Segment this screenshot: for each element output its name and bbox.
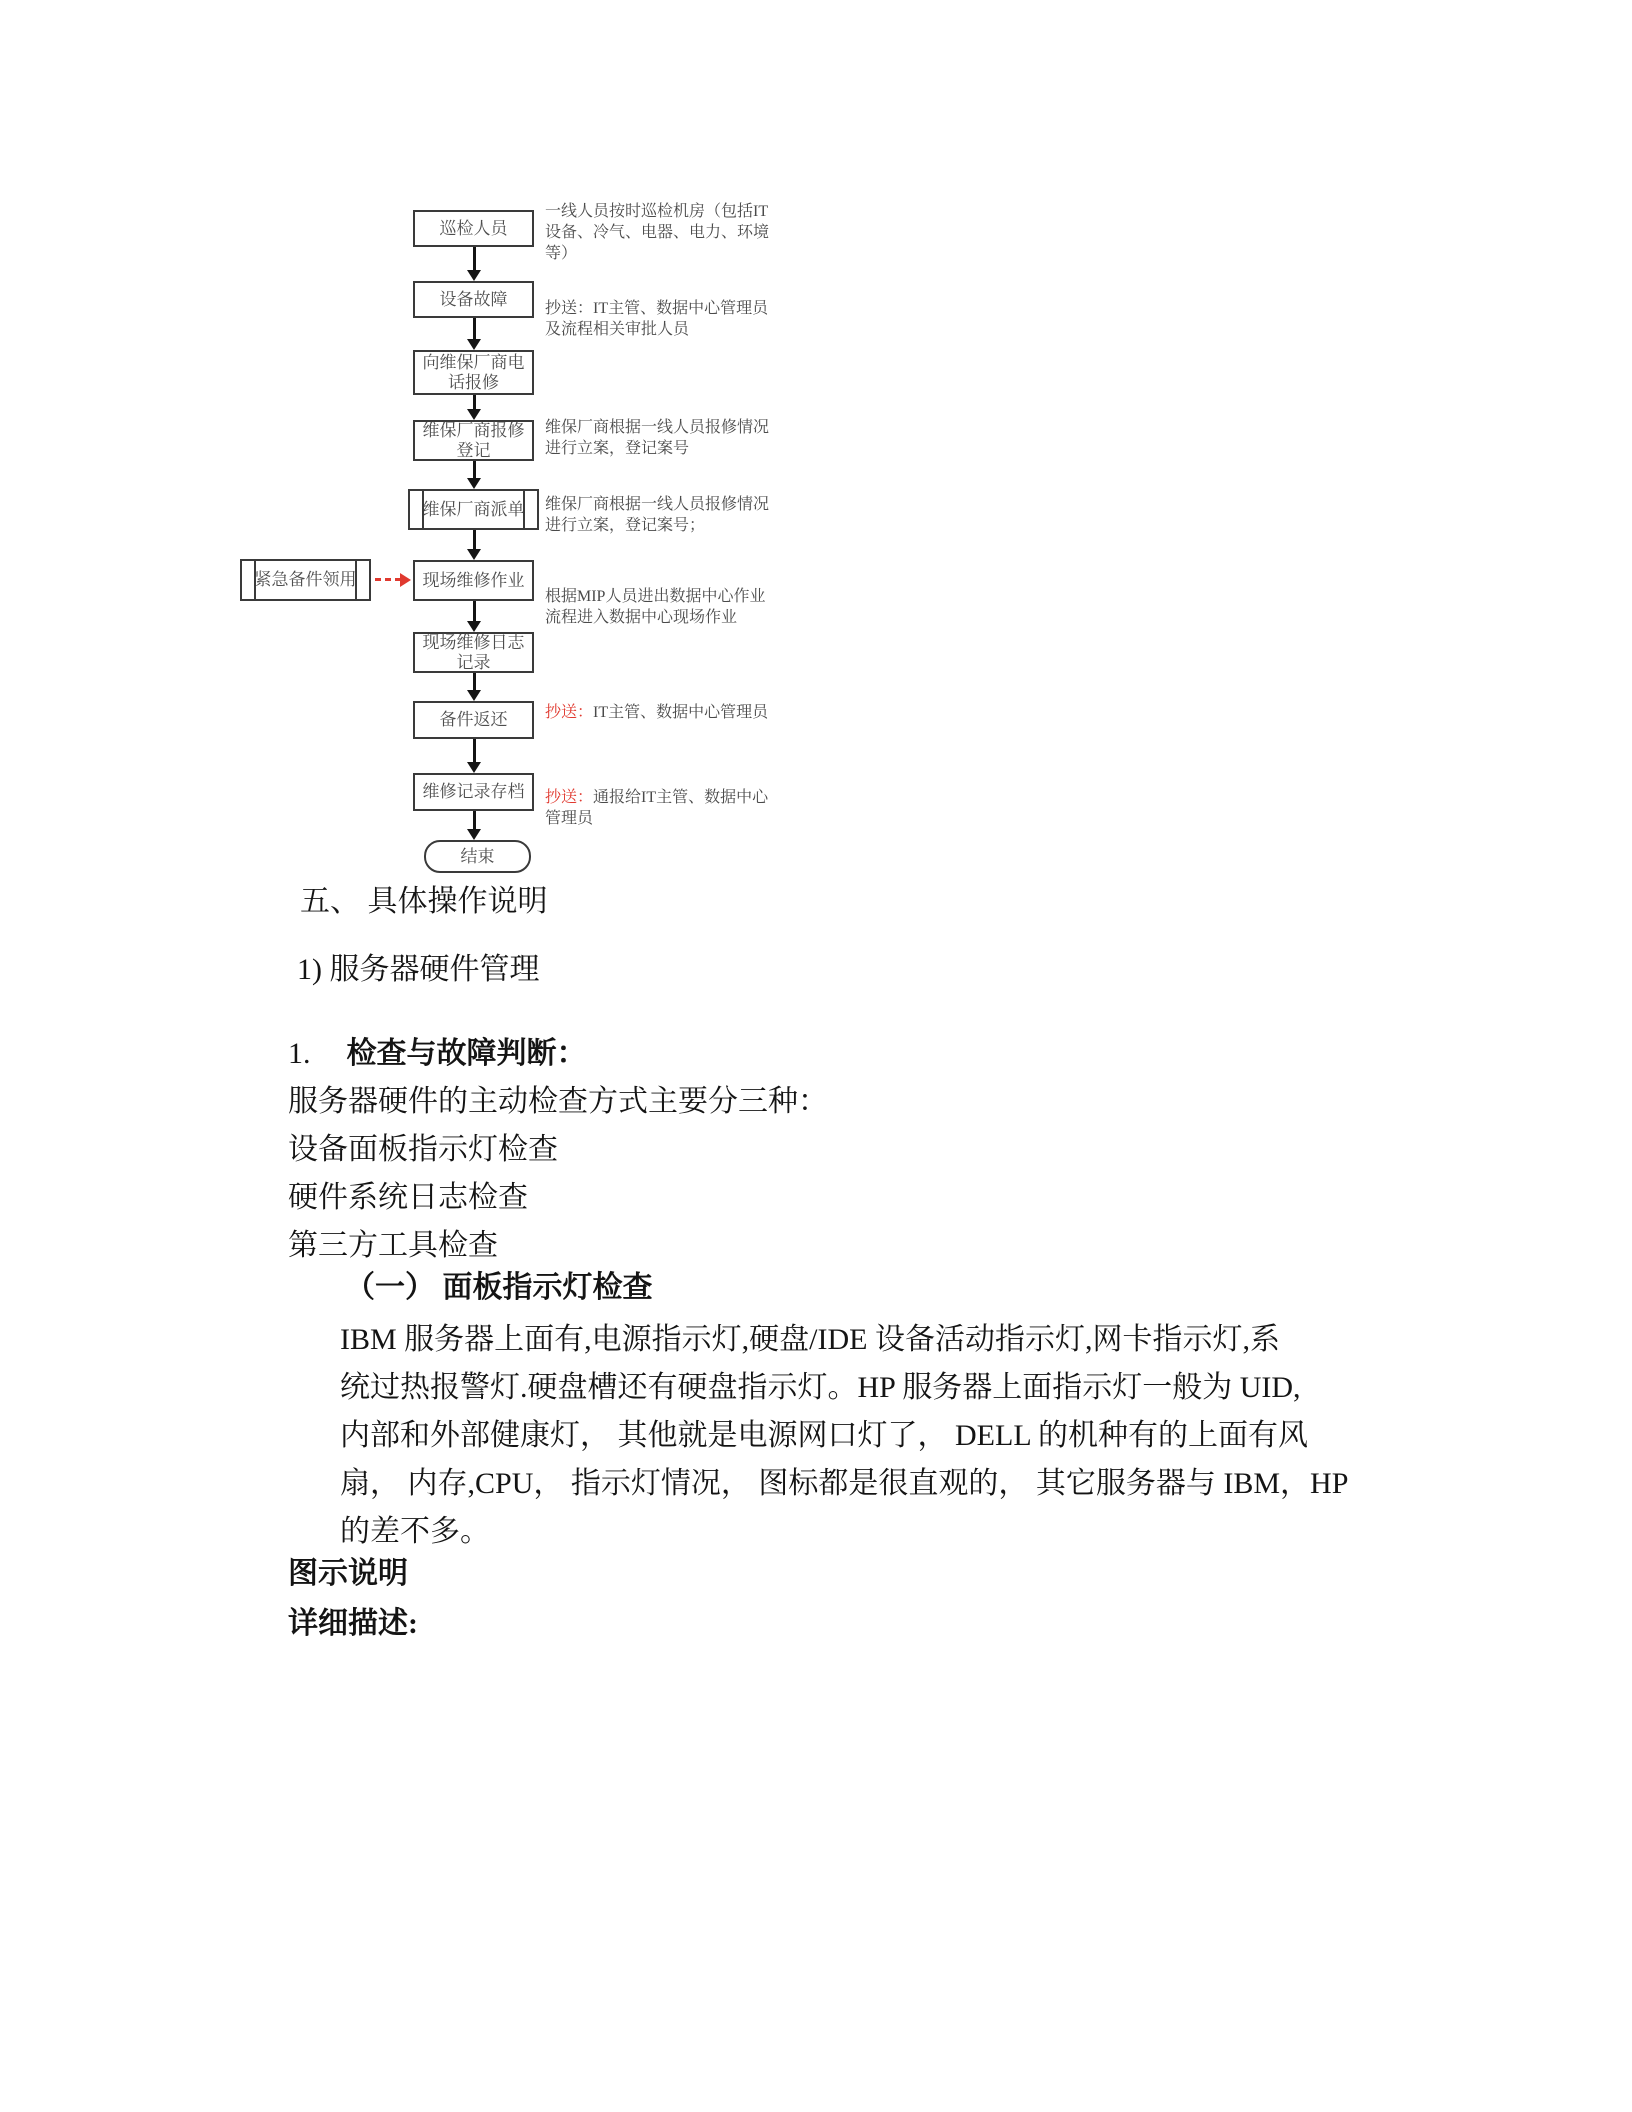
item-title: 检查与故障判断： [346, 1037, 587, 1070]
flow-node-end [424, 840, 531, 873]
section-heading: 五、 具体操作说明 [300, 885, 548, 918]
annotation-text: 根据MIP人员进出数据中心作业流程进入数据中心现场作业 [545, 588, 766, 626]
annotation-text: 通报给IT主管、数据中心管理员 [545, 789, 769, 827]
flow-node-label: 维修记录存档 [422, 782, 525, 801]
flow-node-label: 设备故障 [439, 289, 508, 309]
flow-node-label: 现场维修作业 [422, 570, 525, 590]
flow-annotation-case-register [545, 417, 777, 459]
annotation-text: 维保厂商根据一线人员报修情况进行立案，登记案号； [545, 496, 770, 534]
check-method-item: 设备面板指示灯检查 [288, 1133, 558, 1166]
flow-annotation-cc-approvers [545, 298, 777, 340]
arrow-down-icon [467, 690, 481, 701]
flow-annotation-inspection [545, 201, 777, 264]
arrow-down-icon [467, 409, 481, 420]
arrow-down-icon [467, 339, 481, 350]
arrow-down-icon [467, 549, 481, 560]
flow-node-label: 紧急备件领用 [254, 570, 357, 589]
flow-node-label: 维保厂商报修登记 [422, 420, 525, 460]
flow-connector-line [473, 247, 476, 271]
subsection-heading: 1) 服务器硬件管理 [297, 953, 540, 986]
check-method-item: 硬件系统日志检查 [288, 1181, 528, 1214]
paragraph-line: 内部和外部健康灯， 其他就是电源网口灯了， DELL 的机种有的上面有风 [340, 1419, 1309, 1452]
flow-node-label: 结束 [460, 846, 495, 866]
flow-node-label: 巡检人员 [439, 218, 508, 238]
flow-node-equipment-failure [413, 281, 534, 318]
flow-node-record-archive [413, 773, 534, 811]
arrow-down-icon [467, 829, 481, 840]
paragraph-line: IBM 服务器上面有,电源指示灯,硬盘/IDE 设备活动指示灯,网卡指示灯,系 [340, 1323, 1280, 1356]
predefined-process-bars [422, 490, 525, 529]
flow-node-spare-return [413, 701, 534, 739]
paragraph-line: 的差不多。 [340, 1515, 490, 1548]
arrow-down-icon [467, 621, 481, 632]
flow-node-label: 备件返还 [439, 710, 508, 729]
annotation-text: IT主管、数据中心管理员 [593, 704, 769, 721]
annotation-text: 抄送：IT主管、数据中心管理员及流程相关审批人员 [545, 300, 769, 338]
flow-annotation-case-register2 [545, 494, 777, 536]
arrow-down-icon [467, 762, 481, 773]
flow-node-emergency-spare [240, 559, 371, 601]
flow-connector-line [473, 530, 476, 550]
flow-connector-line [473, 318, 476, 340]
annotation-text: 一线人员按时巡检机房（包括IT设备、冷气、电器、电力、环境等） [545, 203, 770, 262]
flow-node-repair-log [413, 632, 534, 673]
intro-line: 服务器硬件的主动检查方式主要分三种： [288, 1085, 828, 1118]
body-paragraph [340, 1322, 1410, 1562]
flow-connector-line [473, 673, 476, 691]
arrow-right-icon [400, 573, 411, 587]
check-method-item: 第三方工具检查 [288, 1229, 498, 1262]
caption-label: 图示说明 [288, 1557, 408, 1590]
flow-node-vendor-registration [413, 420, 534, 461]
annotation-prefix: 抄送： [545, 789, 594, 806]
flow-node-label: 向维保厂商电话报修 [422, 352, 525, 392]
flow-annotation-mip-entry [545, 586, 777, 628]
arrow-down-icon [467, 478, 481, 489]
detail-label: 详细描述: [288, 1607, 418, 1640]
item-heading [288, 1036, 587, 1072]
flow-node-vendor-dispatch [408, 489, 539, 530]
arrow-down-icon [467, 270, 481, 281]
paragraph-line: 统过热报警灯.硬盘槽还有硬盘指示灯。HP 服务器上面指示灯一般为 UID, [340, 1371, 1301, 1404]
red-dashed-connector-line [375, 578, 401, 581]
flow-connector-line [473, 461, 476, 479]
flow-connector-line [473, 395, 476, 410]
flow-node-inspection-staff [413, 210, 534, 247]
flow-connector-line [473, 601, 476, 622]
flow-connector-line [473, 739, 476, 763]
sub-heading: （一） 面板指示灯检查 [345, 1271, 653, 1304]
flow-node-label: 维保厂商派单 [422, 499, 525, 519]
flow-node-onsite-repair [413, 560, 534, 601]
flow-node-label: 现场维修日志记录 [422, 632, 525, 672]
item-number: 1. [288, 1037, 311, 1070]
flow-connector-line [473, 811, 476, 830]
annotation-prefix: 抄送： [545, 704, 594, 721]
predefined-process-bars [254, 560, 357, 600]
flow-annotation-cc-managers [545, 702, 777, 723]
paragraph-line: 扇， 内存,CPU， 指示灯情况， 图标都是很直观的， 其它服务器与 IBM，HP [340, 1467, 1349, 1500]
flow-annotation-cc-report [545, 787, 777, 829]
flow-node-call-vendor [413, 350, 534, 395]
annotation-text: 维保厂商根据一线人员报修情况进行立案，登记案号 [545, 419, 770, 457]
